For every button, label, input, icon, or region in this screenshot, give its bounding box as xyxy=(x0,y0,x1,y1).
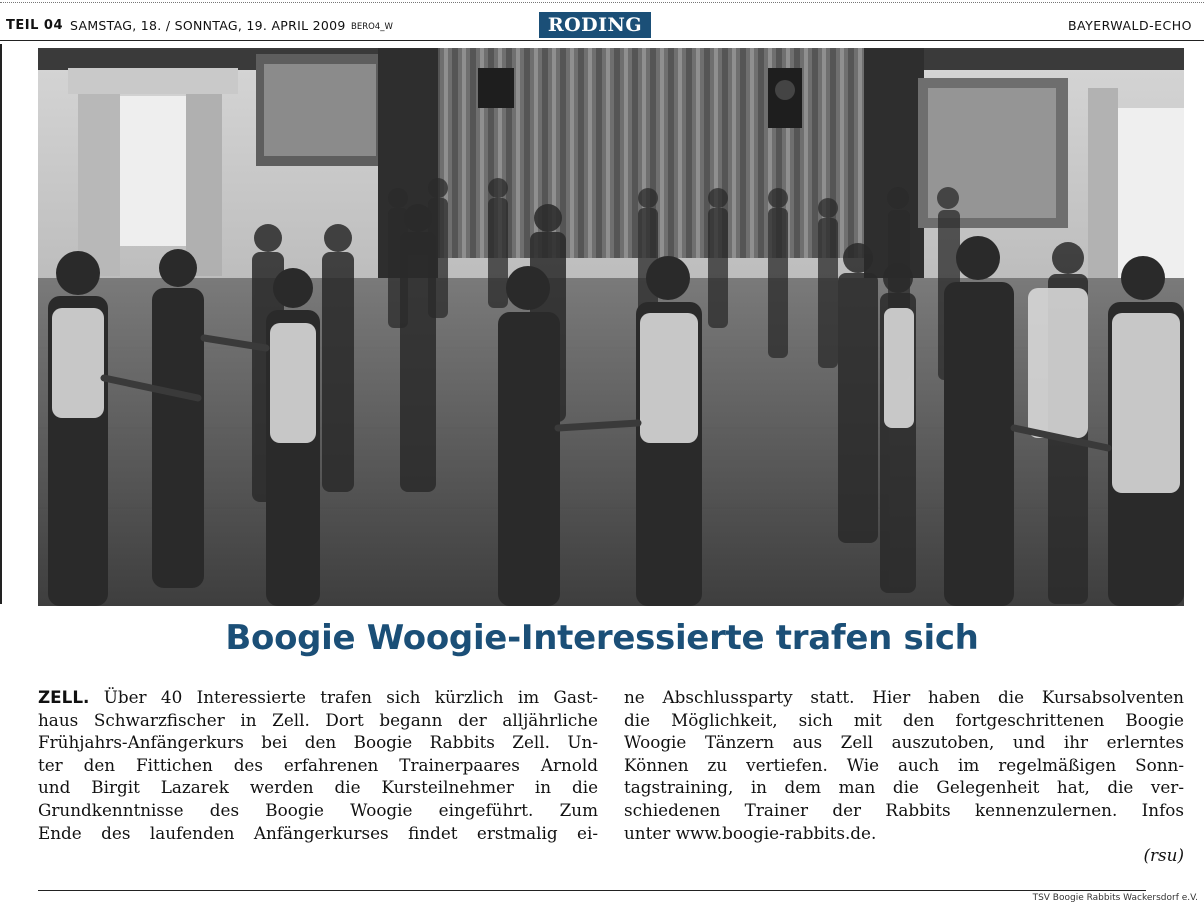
page-number: TEIL 04 xyxy=(6,18,63,33)
issue-date: SAMSTAG, 18. / SONNTAG, 19. APRIL 2009 xyxy=(70,18,346,33)
newspaper-name: BAYERWALD-ECHO xyxy=(1067,18,1192,33)
article-line: ter den Fittichen des erfahrenen Trainerpaares Arnold xyxy=(38,754,598,775)
article-column-right xyxy=(624,686,1184,844)
article-line: die Möglichkeit, sich mit den fortgeschrittenen Boogie xyxy=(624,709,1184,730)
article-line: tagstraining, in dem man die Gelegenheit hat, die ver- xyxy=(624,777,1184,798)
article-line: Frühjahrs-Anfängerkurs bei den Boogie Rabbits Zell. Un- xyxy=(38,732,598,753)
article-line: Grundkenntnisse des Boogie Woogie eingeführt. Zum xyxy=(38,799,598,820)
page-header xyxy=(0,10,1204,40)
article-dateline: ZELL. xyxy=(38,687,90,707)
article-line: ZELL. Über 40 Interessierte trafen sich kürzlich im Gast- xyxy=(38,687,598,707)
source-watermark: TSV Boogie Rabbits Wackersdorf e.V. xyxy=(1032,893,1198,903)
top-dotted-rule xyxy=(0,2,1204,3)
header-rule xyxy=(0,40,1204,41)
dance-hall-photo xyxy=(38,48,1184,606)
article-line: schiedenen Trainer der Rabbits kennenzulernen. Infos xyxy=(624,799,1184,820)
section-badge: RODING xyxy=(539,12,651,38)
article-line: Können zu vertiefen. Wie auch im regelmäßigen Sonn- xyxy=(624,754,1184,775)
article-line: Ende des laufenden Anfängerkurses findet erstmalig ei- xyxy=(38,822,598,843)
page-code: BERO4_W xyxy=(351,22,393,32)
article-line: ne Abschlussparty statt. Hier haben die Kursabsolventen xyxy=(624,687,1184,707)
article-line: Woogie Tänzern aus Zell auszutoben, und ihr erlerntes xyxy=(624,732,1184,753)
article-line: und Birgit Lazarek werden die Kursteilnehmer in die xyxy=(38,777,598,798)
article-line: haus Schwarzfischer in Zell. Dort begann der alljährliche xyxy=(38,709,598,730)
bottom-rule xyxy=(38,890,1146,891)
article-column-left xyxy=(38,686,598,844)
column-edge-rule xyxy=(0,44,2,604)
article-line-last: unter www.boogie-rabbits.de. xyxy=(624,822,877,843)
author-signature: (rsu) xyxy=(1143,845,1184,865)
headline: Boogie Woogie-Interessierte trafen sich xyxy=(225,618,979,658)
